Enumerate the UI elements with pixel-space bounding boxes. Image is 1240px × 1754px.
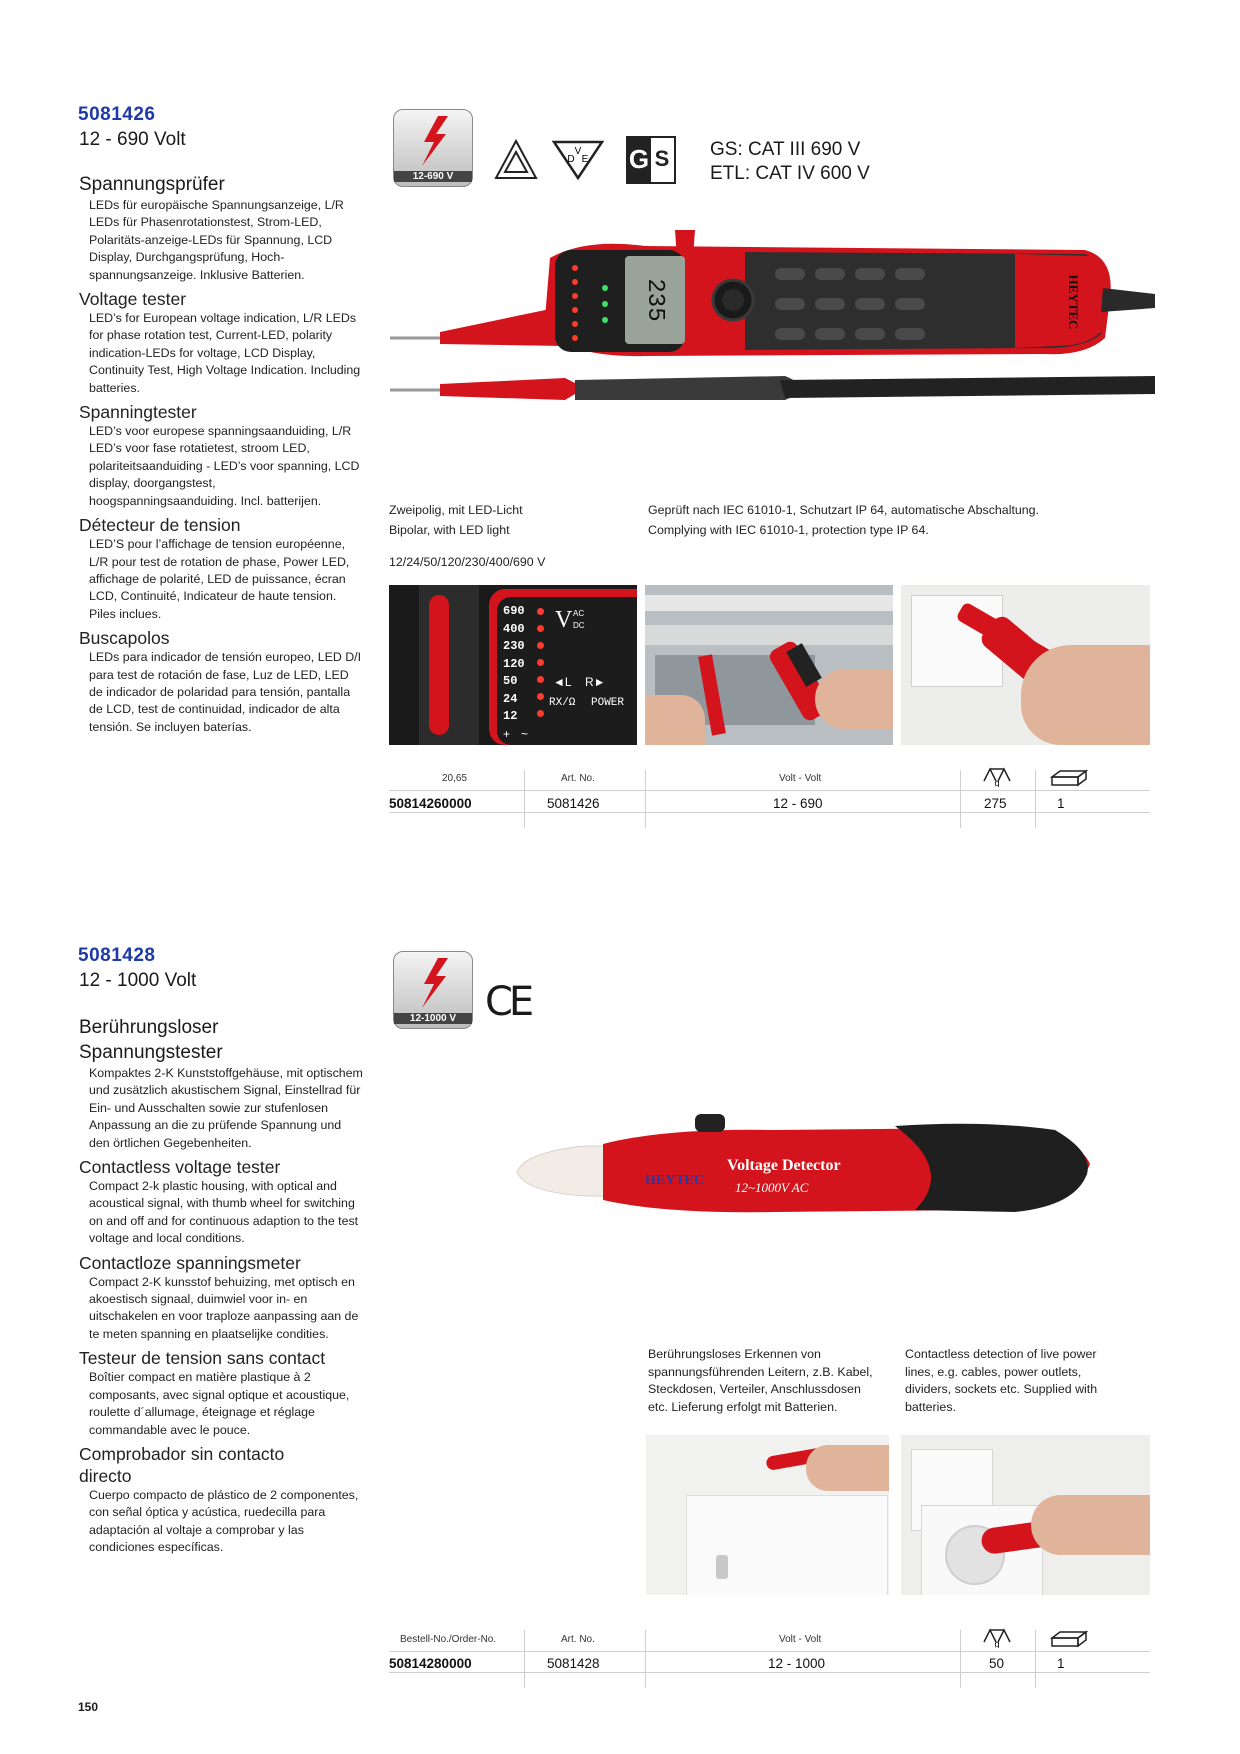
text-nl-2: Compact 2-K kunsstof behuizing, met optisch en akoestisch signaal, duimwiel voor in- en uitschakelen en voor traploze aanpassing aan de te meten spanning en plaatselijke condities. [89, 1274, 359, 1341]
title-nl-2: Contactloze spanningsmeter [79, 1252, 301, 1273]
table1-volt: 12 - 690 [773, 796, 823, 811]
led-label-230: 230 [503, 639, 525, 653]
detector-title: Voltage Detector [727, 1157, 841, 1174]
voltage-badge-1 [393, 109, 473, 187]
svg-text:D: D [567, 154, 575, 165]
table1-pack: 1 [1057, 796, 1065, 811]
closeup-tilde-label: ~ [521, 727, 529, 741]
title-es-1: Buscapolos [79, 628, 170, 649]
voltage-badge-2 [393, 951, 473, 1029]
text-nl-1: LED’s voor europese spanningsaanduiding, L/R LED’s voor fase rotatietest, stroom LED, polariteitsaanduiding - LED’s voor spanning, LCD display, doorgangstest, hoogspanningsaanduiding. Incl. batterijen. [89, 424, 360, 508]
svg-text:G: G [628, 144, 650, 174]
badge-label-2: 12-1000 V [394, 1013, 472, 1024]
description-column-2 [79, 1015, 364, 1557]
voltage-detector-image [515, 1100, 1095, 1250]
weight-scale-icon [980, 1626, 1014, 1648]
cert-line-2: ETL: CAT IV 600 V [710, 163, 870, 184]
table1-header-art: Art. No. [561, 773, 595, 784]
description-column-1 [79, 172, 364, 736]
text-de-2: Kompaktes 2-K Kunststoffgehäuse, mit optischem und zusätzlich akustischem Signal, Einstellrad für Ein- und Ausschalten sowie zur stufenlosen Anpassung an die zu prüfende Spannung und den örtlichen Gegebenheiten. [89, 1066, 363, 1150]
gs-mark-icon [626, 136, 676, 184]
voltage-steps-1: 12/24/50/120/230/400/690 V [389, 555, 546, 569]
title-fr-2: Testeur de tension sans contact [79, 1348, 326, 1369]
distribution-board-photo [645, 585, 893, 745]
led-label-50: 50 [503, 674, 518, 688]
table2-header-art: Art. No. [561, 1634, 595, 1645]
weight-scale-icon [980, 765, 1014, 787]
closeup-power-label: POWER [591, 697, 625, 709]
iec-en-1: Complying with IEC 61010-1, protection type IP 64. [648, 523, 929, 537]
title-nl-1: Spanningtester [79, 402, 197, 423]
text-en-1: LED’s for European voltage indication, L/R LEDs for phase rotation test, Current-LED, polarity indication-LEDs for voltage, LCD Display, Continuity Test, High Voltage Indication. Including batteries. [89, 311, 361, 395]
feature-de-1: Zweipolig, mit LED-Licht [389, 503, 523, 517]
voltage-range-1: 12 - 690 Volt [79, 129, 186, 150]
pen-brand: HEYTEC [1066, 274, 1081, 330]
closeup-rx-label: RX/Ω [549, 697, 576, 709]
lightning-bolt-icon [394, 952, 472, 1012]
svg-text:V: V [574, 146, 582, 157]
voltage-range-2: 12 - 1000 Volt [79, 970, 197, 991]
title-de-2: Berührungsloser Spannungstester [79, 1017, 223, 1063]
badge-label-1: 12-690 V [394, 171, 472, 182]
etl-triangle-icon [494, 138, 538, 182]
closeup-dc-label: DC [573, 621, 585, 630]
text-es-2: Cuerpo compacto de plástico de 2 componentes, con señal óptica y acústica, ruedecilla para adaptación al voltaje a comprobar y las condiciones específicas. [89, 1487, 359, 1555]
table1-weight: 275 [984, 796, 1007, 811]
table2-volt: 12 - 1000 [768, 1656, 826, 1671]
socket-scan-photo [901, 1435, 1150, 1595]
led-label-12: 12 [503, 709, 518, 723]
table2-header-volt: Volt - Volt [779, 1634, 822, 1645]
wall-scan-photo [646, 1435, 889, 1595]
table1-order-no: 50814260000 [389, 796, 472, 811]
led-label-120: 120 [503, 656, 525, 671]
led-closeup-photo [389, 585, 637, 745]
title-fr-1: Détecteur de tension [79, 515, 241, 536]
led-label-400: 400 [503, 621, 525, 636]
iec-de-1: Geprüft nach IEC 61010-1, Schutzart IP 64, automatische Abschaltung. [648, 503, 1040, 517]
table1-header-price: 20,65 [442, 773, 468, 784]
title-en-2: Contactless voltage tester [79, 1157, 281, 1178]
svg-text:g: g [994, 778, 1000, 787]
text-es-1: LEDs para indicador de tensión europeo, LED D/I para test de rotación de fase, Luz de LED, LED de indicador de polaridad para tensión, pantalla de LCD, test de continuidad, indicador de alta tensión. Se incluyen baterías. [89, 650, 362, 734]
closeup-v-label: V [555, 607, 573, 633]
table2-weight: 50 [989, 1656, 1005, 1671]
closeup-plus-label: + [503, 727, 511, 741]
svg-text:g: g [994, 1639, 1000, 1648]
article-number-2: 5081428 [78, 945, 156, 966]
table2-art-no: 5081428 [547, 1656, 600, 1671]
title-es-2: Comprobador sin contacto directo [79, 1443, 285, 1486]
cert-line-1: GS: CAT III 690 V [710, 139, 861, 160]
feature-en-1: Bipolar, with LED light [389, 523, 510, 537]
table2-header-order: Bestell-No./Order-No. [400, 1634, 497, 1645]
socket-test-photo [901, 585, 1150, 745]
svg-text:S: S [654, 146, 670, 171]
text-en-2: Compact 2-k plastic housing, with optical and acoustical signal, with thumb wheel for switching on and off and for continuous adaption to the test voltage and local conditions. [89, 1179, 359, 1246]
package-box-icon [1050, 1630, 1088, 1648]
page-number: 150 [78, 1700, 99, 1714]
closeup-ac-label: AC [573, 609, 585, 618]
closeup-l-label: ◄L [553, 675, 572, 689]
svg-text:E: E [581, 154, 589, 165]
text-de-1: LEDs für europäische Spannungsanzeige, L/R LEDs für Phasenrotationstest, Strom-LED, Polaritäts-anzeige-LEDs für Spannung, LCD Display, Durchgangsprüfung, Hoch-spannungsanzeige. Inklusive Batterien. [89, 198, 344, 282]
feature-en-2: Contactless detection of live power lines, e.g. cables, power outlets, dividers, sockets etc. Supplied with batteries. [905, 1347, 1098, 1414]
lightning-bolt-icon [394, 110, 472, 170]
led-label-24: 24 [503, 691, 518, 706]
table2-order-no: 50814280000 [389, 1656, 472, 1671]
title-de-1: Spannungsprüfer [79, 174, 225, 195]
detector-brand: HEYTEC [645, 1173, 705, 1188]
table1-header-volt: Volt - Volt [779, 773, 822, 784]
feature-de-2: Berührungsloses Erkennen von spannungsführenden Leitern, z.B. Kabel, Steckdosen, Verteiler, Anschlussdosen etc. Lieferung erfolgt mit Batterien. [648, 1347, 873, 1414]
article-number-1: 5081426 [78, 104, 156, 125]
table2-pack: 1 [1057, 1656, 1065, 1671]
table1-art-no: 5081426 [547, 796, 600, 811]
detector-range: 12~1000V AC [735, 1180, 809, 1195]
vde-mark-icon [552, 138, 604, 182]
closeup-r-label: R► [585, 675, 606, 689]
title-en-1: Voltage tester [79, 289, 187, 310]
package-box-icon [1050, 769, 1088, 787]
two-pole-tester-image [385, 228, 1155, 438]
text-fr-1: LED’S pour l’affichage de tension européenne, L/R pour test de rotation de phase, Power LED, affichage de polarité, LED de puissance, écran LCD, Continuité, Indicateur de haute tension. Piles inclues. [89, 537, 350, 621]
text-fr-2: Boîtier compact en matière plastique à 2 composants, avec signal optique et acoustique, roulette d´allumage, éteignage et réglage commandable avec le pouce. [89, 1370, 350, 1437]
led-label-690: 690 [503, 604, 525, 618]
lcd-reading: 235 [641, 278, 668, 322]
ce-mark-icon: CE [485, 979, 531, 1025]
